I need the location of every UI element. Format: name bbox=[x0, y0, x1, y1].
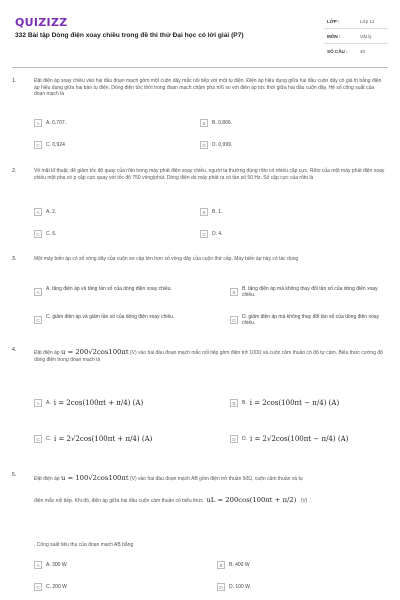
option-text: D. 4. bbox=[212, 231, 223, 237]
option-letter-box: D bbox=[200, 141, 208, 149]
option-c[interactable] bbox=[34, 429, 152, 449]
header bbox=[12, 12, 388, 68]
option-b[interactable] bbox=[200, 117, 232, 129]
option-text: A. 2. bbox=[46, 209, 57, 215]
option-letter-box: A bbox=[34, 119, 42, 127]
question-number: 1. bbox=[12, 78, 17, 84]
meta-row-mon bbox=[324, 29, 388, 44]
option-b[interactable] bbox=[217, 559, 250, 571]
question-unit-2: (V) bbox=[300, 498, 308, 504]
option-letter-box: D bbox=[230, 316, 238, 324]
option-a[interactable] bbox=[34, 286, 186, 296]
question-text: Về mặt kĩ thuật, để giảm tốc độ quay của rôto trong máy phát điện xoay chiều, người ta thường dùng rôto có nhiều cặp cực. Rôto của một máy phát điện xoay chiều một pha có p cặp cực quay với tốc độ 750 vòng/phút. Dòng điện do máy phát ra có tần số 50 Hz. Số cặp cực của rôto là bbox=[34, 168, 385, 181]
option-b[interactable] bbox=[230, 393, 339, 413]
question-text-line1 bbox=[34, 474, 386, 482]
option-letter-box: A bbox=[34, 208, 42, 216]
option-a[interactable] bbox=[34, 393, 143, 413]
question-4 bbox=[12, 347, 388, 465]
option-letter-box: C bbox=[34, 435, 42, 443]
meta-row-socau bbox=[324, 44, 388, 59]
question-text bbox=[34, 349, 386, 364]
meta-mon-value: Vật lý bbox=[360, 33, 372, 39]
option-formula: i = 2cos(100πt − π/4) (A) bbox=[249, 399, 340, 407]
option-letter-box: C bbox=[34, 141, 42, 149]
question-number: 4. bbox=[12, 347, 17, 353]
option-letter-box: D bbox=[217, 583, 225, 591]
option-letter-box: B bbox=[230, 399, 238, 407]
question-text-start: Đặt điện áp bbox=[34, 476, 60, 482]
question-3 bbox=[12, 256, 388, 336]
meta-box bbox=[324, 14, 388, 59]
option-text: C. 200 W bbox=[46, 584, 67, 590]
option-text: D. giảm điện áp mà không thay đổi tần số của dòng điện xoay chiều. bbox=[242, 314, 380, 326]
option-text: A. tăng điện áp và tăng tần số của dòng điện xoay chiều. bbox=[46, 286, 172, 292]
option-letter-box: B bbox=[200, 208, 208, 216]
option-label: B. bbox=[242, 400, 247, 406]
option-d[interactable] bbox=[230, 314, 382, 326]
option-a[interactable] bbox=[34, 117, 66, 129]
question-5 bbox=[12, 472, 388, 592]
option-text: B. tăng điện áp mà không thay đổi tần số của dòng điện xoay chiều. bbox=[242, 286, 378, 298]
question-text-start: Đặt điện áp bbox=[34, 350, 60, 356]
question-text: Đặt điện áp xoay chiều vào hai đầu đoạn mạch gồm một cuộn dây mắc nối tiếp với một tụ điện. Điện áp hiệu dụng giữa hai đầu cuộn dây có giá trị bằng điện áp hiệu dụng giữa hai bản tụ điện. Dòng điện tức thời trong đoạn mạch chậm pha π/6 so với điện áp tức thời giữa hai đầu cuộn dây. Hệ số công suất của đoạn mạch là bbox=[34, 78, 382, 98]
option-label: C. bbox=[46, 436, 51, 442]
option-b[interactable] bbox=[230, 286, 382, 298]
option-c[interactable] bbox=[34, 228, 57, 240]
question-number: 2. bbox=[12, 168, 17, 174]
question-number: 5. bbox=[12, 472, 17, 478]
option-label: D. bbox=[242, 436, 247, 442]
option-text: C. 0,924 bbox=[46, 142, 65, 148]
option-c[interactable] bbox=[34, 581, 67, 593]
question-text-line3: . Công suất tiêu thụ của đoạn mạch AB bằng bbox=[34, 542, 134, 548]
option-text: B. 1. bbox=[212, 209, 223, 215]
question-text-2: điện mắc nối tiếp. Khi đó, điện áp giữa hai đầu cuộn cảm thuần có biểu thức bbox=[34, 498, 204, 504]
option-letter-box: C bbox=[34, 230, 42, 238]
header-divider bbox=[12, 67, 388, 68]
meta-lop-label: LỚP : bbox=[327, 18, 340, 24]
question-text-end: (V) vào hai đầu đoạn mạch AB gồm điện trở thuần 50Ω, cuộn cảm thuần và tụ bbox=[129, 476, 303, 482]
option-text: A. 300 W. bbox=[46, 562, 68, 568]
question-formula: u = 200√2cos100πt bbox=[60, 348, 129, 356]
page-title: 332 Bài tập Dòng điện xoay chiều trong đề thi thử Đại học có lời giải (P7) bbox=[15, 32, 244, 39]
meta-socau-label: SỐ CÂU : bbox=[327, 49, 348, 54]
option-d[interactable] bbox=[230, 429, 348, 449]
quizizz-logo: QUIZIZZ bbox=[15, 16, 68, 29]
option-d[interactable] bbox=[217, 581, 251, 593]
option-a[interactable] bbox=[34, 559, 68, 571]
option-text: D. 0,999. bbox=[212, 142, 233, 148]
option-letter-box: D bbox=[230, 435, 238, 443]
option-text: D. 100 W. bbox=[229, 584, 251, 590]
question-text-line2 bbox=[34, 496, 386, 504]
meta-mon-label: MÔN : bbox=[327, 33, 341, 39]
option-text: C. giảm điện áp và giảm tần số của dòng điện xoay chiều. bbox=[46, 314, 175, 320]
option-letter-box: B bbox=[230, 288, 238, 296]
option-text: C. 6. bbox=[46, 231, 57, 237]
option-letter-box: B bbox=[217, 561, 225, 569]
option-label: A. bbox=[46, 400, 51, 406]
option-text: A. 0,707. bbox=[46, 120, 67, 126]
option-formula: i = 2√2cos(100πt + π/4) (A) bbox=[54, 435, 153, 443]
question-formula: u = 100√2cos100πt bbox=[60, 474, 129, 482]
question-text-end: (V) vào hai đầu đoạn mạch mắc nối tiếp gồm điện trở 100Ω và cuộn cảm thuần có độ tự cảm. Biểu thức cường độ dòng điện trong đoạn mạch là bbox=[34, 350, 383, 363]
meta-socau-value: 40 bbox=[360, 49, 366, 54]
option-a[interactable] bbox=[34, 206, 56, 218]
meta-row-lop bbox=[324, 14, 388, 29]
option-d[interactable] bbox=[200, 228, 223, 240]
option-d[interactable] bbox=[200, 139, 232, 151]
option-c[interactable] bbox=[34, 314, 186, 324]
option-c[interactable] bbox=[34, 139, 65, 151]
option-formula: i = 2cos(100πt + π/4) (A) bbox=[53, 399, 144, 407]
question-1 bbox=[12, 78, 388, 158]
option-letter-box: A bbox=[34, 288, 42, 296]
option-letter-box: A bbox=[34, 399, 42, 407]
option-letter-box: B bbox=[200, 119, 208, 127]
option-text: B. 0,866. bbox=[212, 120, 233, 126]
question-2 bbox=[12, 168, 388, 248]
option-text: B. 400 W bbox=[229, 562, 250, 568]
question-formula-2: uL = 200cos(100πt + π/2) bbox=[206, 496, 297, 504]
option-letter-box: C bbox=[34, 316, 42, 324]
option-b[interactable] bbox=[200, 206, 222, 218]
question-text: Một máy biến áp có số vòng dây của cuộn sơ cấp lớn hơn số vòng dây của cuộn thứ cấp. Máy biến áp này có tác dụng bbox=[34, 256, 299, 262]
meta-lop-value: Lớp 12 bbox=[360, 18, 375, 24]
option-letter-box: D bbox=[200, 230, 208, 238]
option-letter-box: A bbox=[34, 561, 42, 569]
question-number: 3. bbox=[12, 256, 17, 262]
option-formula: i = 2√2cos(100πt − π/4) (A) bbox=[250, 435, 349, 443]
option-letter-box: C bbox=[34, 583, 42, 591]
